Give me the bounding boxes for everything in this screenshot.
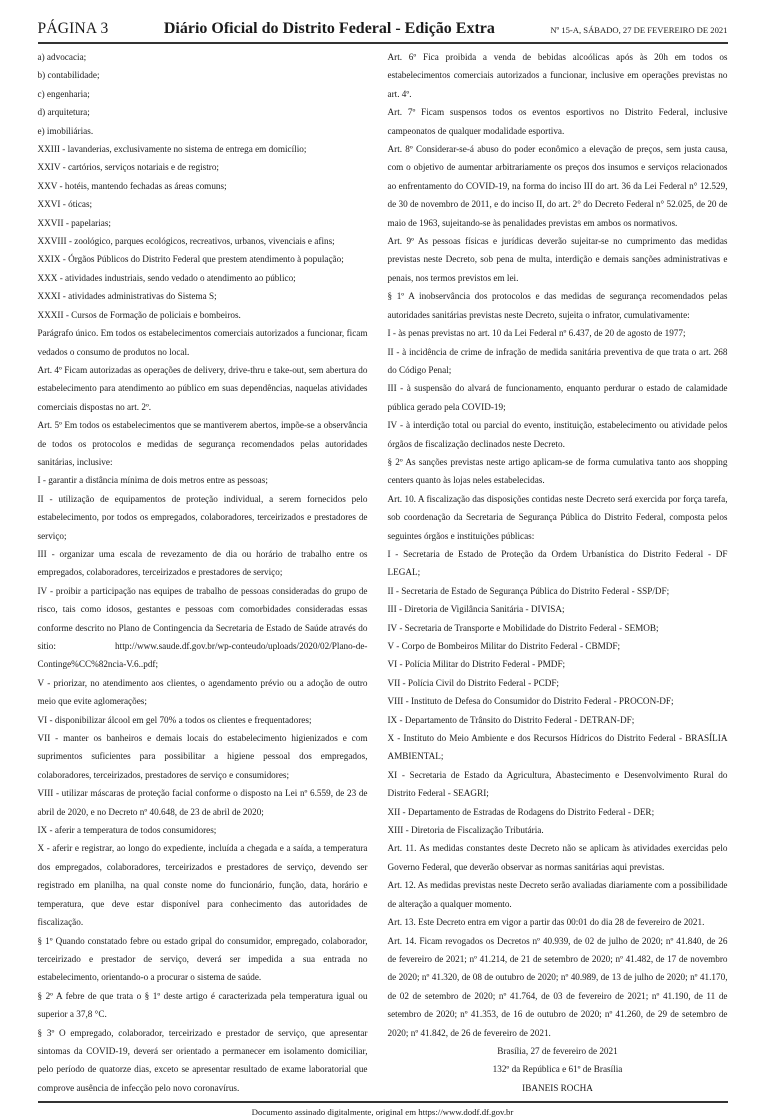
paragraph: Art. 6º Fica proibida a venda de bebidas alcoólicas após às 20h em todos os estabelecimentos comerciais autorizados a funcionar, inclusive em operações previstas no art. 4º. — [387, 52, 728, 99]
page — [38, 0, 728, 1119]
paragraph: III - organizar uma escala de revezamento de dia ou horário de trabalho entre os empregados, colaboradores, terceirizados e prestadores de serviço; — [37, 548, 368, 578]
left-column — [38, 48, 368, 1097]
paragraph: d) arquitetura; — [37, 107, 90, 118]
paragraph: V - Corpo de Bombeiros Militar do Distrito Federal - CBMDF; — [387, 641, 621, 651]
paragraph: III - Diretoria de Vigilância Sanitária - DIVISA; — [387, 604, 565, 615]
paragraph: VI - Polícia Militar do Distrito Federal - PMDF; — [387, 659, 566, 670]
paragraph: I - Secretaria de Estado de Proteção da Ordem Urbanística do Distrito Federal - DF LEGAL; — [387, 548, 728, 578]
paragraph: Art. 5º Em todos os estabelecimentos que se mantiverem abertos, impõe-se a observância de todos os protocolos e medidas de segurança recomendados pelas autoridades sanitárias, inclusive: — [37, 420, 368, 467]
paragraph: IV - Secretaria de Transporte e Mobilidade do Distrito Federal - SEMOB; — [387, 622, 659, 633]
paragraph: V - priorizar, no atendimento aos clientes, o agendamento prévio ou a adoção de outro meio que evite aglomerações; — [37, 677, 368, 707]
paragraph: XXXII - Cursos de Formação de policiais e bombeiros. — [37, 309, 241, 320]
paragraph: e) imobiliárias. — [37, 125, 94, 136]
paragraph: b) contabilidade; — [37, 70, 100, 81]
paragraph: XXVII - papelarias; — [37, 217, 111, 228]
paragraph: § 2º As sanções previstas neste artigo aplicam-se de forma cumulativa tanto aos shopping centers quanto às lojas neles estabelecidas. — [387, 456, 728, 486]
signature-place-date: Brasília, 27 de fevereiro de 2021 — [497, 1045, 618, 1056]
signer-name: IBANEIS ROCHA — [522, 1082, 593, 1093]
paragraph: IV - à interdição total ou parcial do evento, instituição, estabelecimento ou atividade pelos órgãos de fiscalização declinados neste Decreto. — [387, 420, 728, 449]
paragraph: Art. 4º Ficam autorizadas as operações de delivery, drive-thru e take-out, sem abertura do estabelecimento para atendimento ao público em suas dependências, naquelas atividades comerciais dispostas no art. 2º. — [37, 364, 368, 412]
paragraph: IV - proibir a participação nas equipes de trabalho de pessoas consideradas do grupo de risco, tais como idosos, gestantes e pessoas com comorbidades consideradas essas conforme descrito no Plano de Contingencia da Secretaria de Estado de Saúde através do sitio: http://www.saude.df.gov.br/wp-conteudo/uploads/2020/02/Plano-de-Continge%CC%82ncia-V.6..pdf; — [37, 585, 368, 670]
publication-title: Diário Oficial do Distrito Federal - Edição Extra — [163, 20, 495, 37]
paragraph: Parágrafo único. Em todos os estabelecimentos comerciais autorizados a funcionar, ficam vedados o consumo de produtos no local. — [37, 328, 368, 357]
paragraph: a) advocacia; — [37, 52, 87, 62]
paragraph: § 2º A febre de que trata o § 1º deste artigo é caracterizada pela temperatura igual ou superior a 37,8 °C. — [37, 990, 368, 1020]
paragraph: XIII - Diretoria de Fiscalização Tributária. — [387, 825, 544, 836]
paragraph: XXIX - Órgãos Públicos do Distrito Federal que prestem atendimento à população; — [37, 254, 344, 265]
paragraph: Art. 8º Considerar-se-á abuso do poder econômico a elevação de preços, sem justa causa, com o objetivo de aumentar arbitrariamente os preços dos insumos e serviços relacionados ao enfrentamento do COVID-19, na forma do inciso III do art. 36 da Lei Federal n° 12.529, de 30 de novembro de 2011, e do inciso II, do art. 2° do Decreto Federal n° 52.025, de 20 de maio de 1963, sujeitando-se às penalidades previstas em ambos os normativos. — [387, 144, 728, 228]
paragraph: IX - Departamento de Trânsito do Distrito Federal - DETRAN-DF; — [387, 714, 635, 725]
paragraph: VII - manter os banheiros e demais locais do estabelecimento higienizados e com suprimentos suficientes para possibilitar a higiene pessoal dos empregados, colaboradores, terceirizados, prestadores de serviço e consumidores; — [37, 733, 368, 780]
paragraph: c) engenharia; — [37, 88, 90, 99]
signature-years: 132º da República e 61º de Brasília — [492, 1064, 623, 1075]
paragraph: I - garantir a distância mínima de dois metros entre as pessoas; — [37, 475, 268, 486]
paragraph: VIII - utilizar máscaras de proteção facial conforme o disposto na Lei nº 6.559, de 23 de abril de 2020, e no Decreto nº 40.648, de 23 de abril de 2020; — [37, 788, 368, 817]
paragraph: VI - disponibilizar álcool em gel 70% a todos os clientes e frequentadores; — [37, 714, 312, 725]
paragraph: VIII - Instituto de Defesa do Consumidor do Distrito Federal - PROCON-DF; — [387, 696, 674, 707]
paragraph: XXIII - lavanderias, exclusivamente no sistema de entrega em domicílio; — [37, 144, 307, 155]
paragraph: XXIV - cartórios, serviços notariais e de registro; — [37, 162, 219, 173]
right-column — [388, 48, 728, 1097]
paragraph: II - Secretaria de Estado de Segurança Pública do Distrito Federal - SSP/DF; — [387, 585, 670, 596]
paragraph: XXVI - óticas; — [37, 199, 93, 210]
page-footer: Documento assinado digitalmente, original em https://www.dodf.df.gov.br — [251, 1106, 514, 1117]
paragraph: § 3º O empregado, colaborador, terceirizado e prestador de serviço, que apresentar sintomas da COVID-19, deverá ser orientado a permanecer em isolamento domiciliar, pelo período de quatorze dias, exceto se apresentar resultado de exame laboratorial que comprove ausência de infecção pelo novo coronavírus. — [37, 1027, 368, 1093]
page-number: PÁGINA 3 — [37, 20, 109, 37]
paragraph: I - às penas previstas no art. 10 da Lei Federal nº 6.437, de 20 de agosto de 1977; — [387, 328, 686, 339]
paragraph: III - à suspensão do alvará de funcionamento, enquanto perdurar o estado de calamidade pública gerado pela COVID-19; — [387, 383, 728, 412]
paragraph: § 1º Quando constatado febre ou estado gripal do consumidor, empregado, colaborador, terceirizado e prestador de serviço, deverá ser impedida a sua entrada no estabelecimento, orientando-o a procurar o sistema de saúde. — [37, 935, 368, 983]
paragraph: X - aferir e registrar, ao longo do expediente, incluída a chegada e a saída, a temperatura dos empregados, colaboradores, terceirizados e prestadores de serviço, devendo ser registrado em planilha, na qual conste nome do funcionário, função, data, horário e temperatura, que deve estar disponível para conhecimento das autoridades de fiscalização. — [37, 843, 368, 928]
paragraph: XXXI - atividades administrativas do Sistema S; — [37, 291, 217, 302]
paragraph: Art. 12. As medidas previstas neste Decreto serão avaliadas diariamente com a possibilidade de alteração a qualquer momento. — [387, 880, 728, 909]
paragraph: X - Instituto do Meio Ambiente e dos Recursos Hídricos do Distrito Federal - BRASÍLIA AMBIENTAL; — [387, 733, 728, 762]
paragraph: II - utilização de equipamentos de proteção individual, a serem fornecidos pelo estabelecimento, por todos os empregados, colaboradores, terceirizados e prestadores de serviço; — [37, 493, 368, 541]
paragraph: Art. 14. Ficam revogados os Decretos nº 40.939, de 02 de julho de 2020; nº 41.840, de 26 de fevereiro de 2021; nº 41.214, de 21 de setembro de 2020; nº 41.482, de 17 de novembro de 2020; nº 41.320, de 08 de outubro de 2020; nº 40.989, de 13 de julho de 2020; nº 41.170, de 02 de setembro de 2020; nº 41.764, de 03 de fevereiro de 2021; nº 41.190, de 11 de setembro de 2020; nº 41.353, de 16 de outubro de 2020; nº 41.260, de 29 de setembro de 2020; nº 41.842, de 26 de fevereiro de 2021. — [387, 935, 728, 1038]
edition-date: Nº 15-A, SÁBADO, 27 DE FEVEREIRO DE 2021 — [550, 25, 728, 35]
paragraph: XI - Secretaria de Estado da Agricultura, Abastecimento e Desenvolvimento Rural do Distrito Federal - SEAGRI; — [387, 769, 728, 799]
paragraph: Art. 13. Este Decreto entra em vigor a partir das 00:01 do dia 28 de fevereiro de 2021. — [387, 917, 705, 928]
paragraph: II - à incidência de crime de infração de medida sanitária preventiva de que trata o art. 268 do Código Penal; — [387, 346, 728, 375]
paragraph: Art. 7º Ficam suspensos todos os eventos esportivos no Distrito Federal, inclusive campeonatos de qualquer modalidade esportiva. — [387, 107, 728, 136]
paragraph: Art. 11. As medidas constantes deste Decreto não se aplicam às atividades exercidas pelo Governo Federal, que deverão observar as normas sanitárias aqui previstas. — [387, 843, 728, 872]
paragraph: VII - Polícia Civil do Distrito Federal - PCDF; — [387, 677, 559, 688]
paragraph: § 1º A inobservância dos protocolos e das medidas de segurança recomendados pelas autoridades sanitárias previstas neste Decreto, sujeita o infrator, cumulativamente: — [387, 291, 728, 320]
header-rule — [38, 42, 728, 44]
paragraph: XII - Departamento de Estradas de Rodagens do Distrito Federal - DER; — [387, 806, 655, 817]
paragraph: Art. 10. A fiscalização das disposições contidas neste Decreto será exercida por força tarefa, sob coordenação da Secretaria de Segurança Pública do Distrito Federal, composta pelos seguintes órgãos e instituições públicas: — [387, 493, 728, 541]
paragraph: IX - aferir a temperatura de todos consumidores; — [37, 825, 217, 836]
page-header — [38, 20, 728, 42]
paragraph: XXX - atividades industriais, sendo vedado o atendimento ao público; — [37, 272, 296, 283]
paragraph: Art. 9º As pessoas físicas e jurídicas deverão sujeitar-se no cumprimento das medidas previstas neste Decreto, sob pena de multa, interdição e demais sanções administrativas e penais, nos termos previstos em lei. — [387, 236, 728, 283]
columns — [38, 48, 728, 1097]
paragraph: XXVIII - zoológico, parques ecológicos, recreativos, urbanos, vivenciais e afins; — [37, 236, 335, 247]
paragraph: XXV - hotéis, mantendo fechadas as áreas comuns; — [37, 180, 227, 191]
